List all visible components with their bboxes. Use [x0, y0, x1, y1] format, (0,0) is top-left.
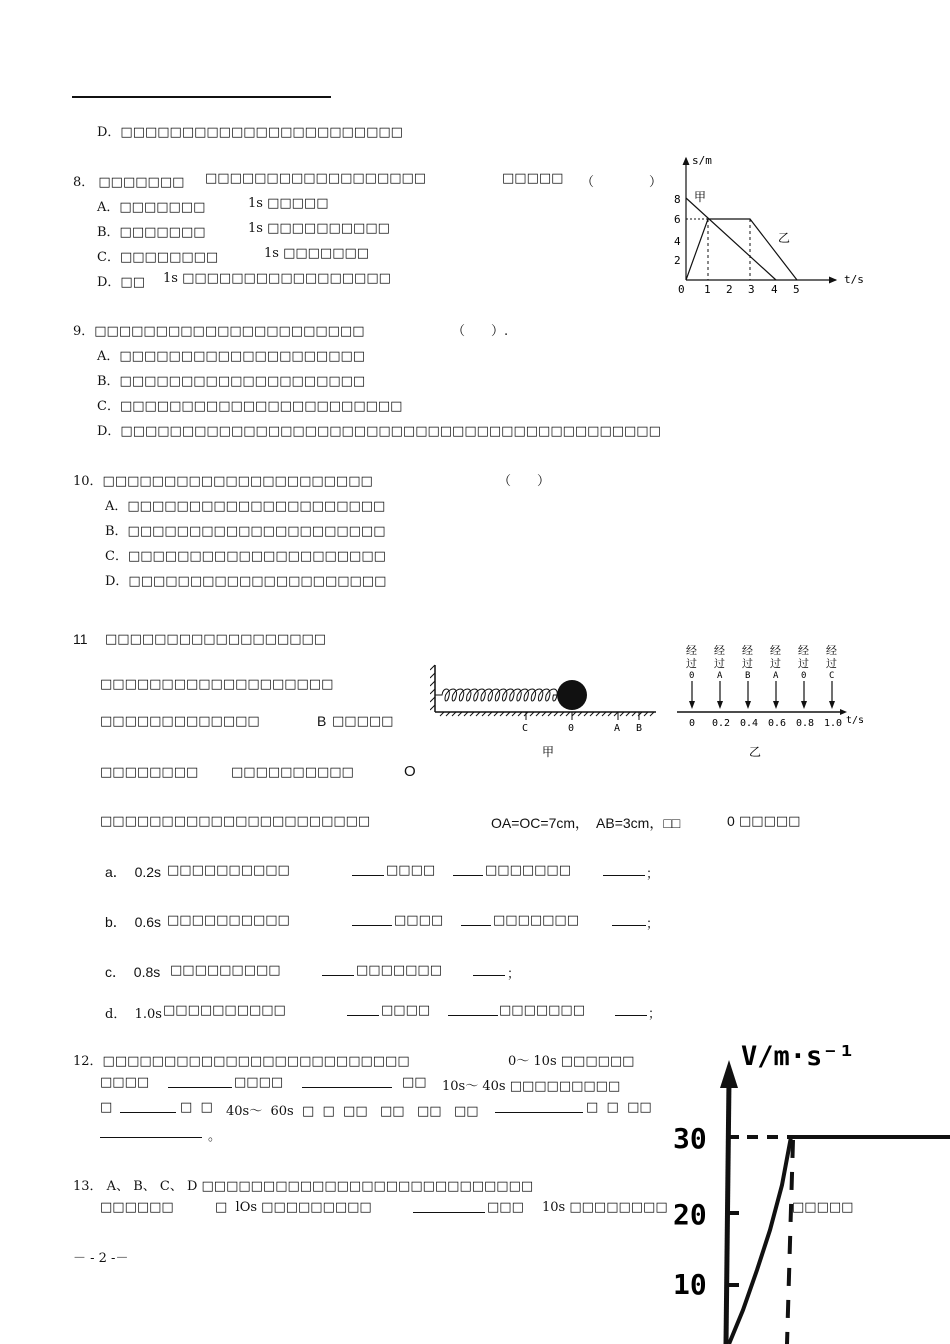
spring-label-c: C	[522, 723, 529, 734]
q10-bracket: （ ）	[498, 474, 551, 489]
q8-stem-mid: □□□□□□□□□□□□□□□□□□	[205, 171, 427, 186]
timeline-marker-arrow-head	[689, 701, 695, 709]
q13-line-2-mid-2: □□□	[487, 1200, 524, 1215]
timeline-marker-guo: 过	[770, 657, 781, 670]
q12-line-2-mid: □□□□	[234, 1075, 284, 1090]
q13-line-2: □□□□□□	[100, 1200, 174, 1215]
q11-a-end: ；	[646, 867, 660, 882]
q11-d-blank-3[interactable]	[615, 1003, 647, 1016]
q13-line-2-mid: □ lOs □□□□□□□□□	[215, 1200, 372, 1215]
q12-stem: 12．□□□□□□□□□□□□□□□□□□□□□□□□□	[73, 1054, 410, 1069]
timeline-marker-point: A	[773, 671, 779, 681]
q9-option-b: B．□□□□□□□□□□□□□□□□□□□□	[97, 374, 366, 389]
q12-line-2-mid-2: □□	[402, 1075, 427, 1090]
header-rule	[72, 96, 331, 98]
timeline-tick-label: 0.2	[712, 718, 731, 729]
q11-timeline-figure	[672, 640, 872, 762]
timeline-marker-arrow-head	[829, 701, 835, 709]
q10-option-d: D．□□□□□□□□□□□□□□□□□□□□□	[105, 574, 387, 589]
q11-point-b: B	[317, 713, 327, 729]
page-number: － - 2 -－	[73, 1251, 129, 1266]
q9-option-d: D．□□□□□□□□□□□□□□□□□□□□□□□□□□□□□□□□□□□□□□□□□□□□	[97, 424, 661, 439]
timeline-marker-point: C	[829, 671, 835, 681]
q8-stem-end: □□□□□	[502, 171, 564, 186]
graph8-line-jia	[686, 198, 776, 280]
graph8-line-yi	[686, 219, 797, 280]
spring-label-b: B	[636, 723, 643, 734]
graph8-ytick-4: 4	[674, 235, 681, 248]
q11-b-blank-3[interactable]	[612, 913, 646, 926]
q11-d-label: d． 1.0s	[105, 1007, 162, 1022]
q11-b-blank-2[interactable]	[461, 913, 491, 926]
q9-bracket: （ ）.	[452, 324, 509, 339]
graph8-xtick-5: 5	[793, 283, 800, 296]
q11-b-label: b． 0.6s	[105, 914, 162, 930]
q11-d-end: ；	[648, 1007, 662, 1022]
timeline-tick-label: 0.4	[740, 718, 759, 729]
timeline-marker-jing: 经	[686, 644, 697, 657]
graph8-ytick-2: 2	[674, 254, 681, 267]
q12-line-3: □	[100, 1100, 113, 1115]
timeline-tick-label: 0.6	[768, 718, 787, 729]
q11-zero: 0	[727, 813, 735, 829]
graph8-label-jia: 甲	[694, 190, 707, 204]
q10-stem: 10．□□□□□□□□□□□□□□□□□□□□□□	[73, 474, 373, 489]
spring	[435, 689, 557, 701]
ball	[557, 680, 587, 710]
graph12-ylabel: V/m·s⁻¹	[741, 1041, 855, 1072]
q9-stem: 9．□□□□□□□□□□□□□□□□□□□□□□	[73, 324, 365, 339]
q12-blank-1[interactable]	[168, 1075, 232, 1088]
q8-option-a: A．□□□□□□□	[97, 200, 206, 215]
q12-blank-5[interactable]	[100, 1125, 202, 1138]
q11-a-blank-2[interactable]	[453, 863, 483, 876]
timeline-marker-jing: 经	[714, 644, 725, 657]
q12-blank-3[interactable]	[120, 1100, 176, 1113]
q11-line-4: □□□□□□□□	[100, 765, 199, 780]
spring-caption: 甲	[542, 745, 555, 759]
timeline-tick-label: 0	[689, 718, 696, 729]
timeline-unit: t/s	[846, 715, 865, 726]
q11-b-end: ；	[646, 917, 660, 932]
q8-st-graph	[668, 150, 868, 298]
q11-a-mid: □□□□	[386, 863, 436, 878]
q11-line-4-mid: □□□□□□□□□□	[231, 765, 354, 780]
timeline-tick-label: 1.0	[824, 718, 843, 729]
q11-line-2: □□□□□□□□□□□□□□□□□□□	[100, 677, 334, 692]
q11-d-blank-2[interactable]	[448, 1003, 498, 1016]
q11-a-blank-3[interactable]	[603, 863, 645, 876]
spring-label-a: A	[614, 723, 621, 734]
q10-option-c: C．□□□□□□□□□□□□□□□□□□□□□	[105, 549, 386, 564]
q10-option-a: A．□□□□□□□□□□□□□□□□□□□□□	[105, 499, 386, 514]
timeline-marker-jing: 经	[770, 644, 781, 657]
timeline-marker-arrow-head	[773, 701, 779, 709]
q8-option-c-tail: 1s □□□□□□□	[264, 246, 370, 261]
q8-option-a-tail: 1s □□□□□	[248, 196, 329, 211]
q11-c-end: ；	[507, 967, 521, 982]
q11-line-3-tail: □□□□□	[332, 714, 394, 729]
q11-c-blank-2[interactable]	[473, 963, 505, 976]
q11-line-3: □□□□□□□□□□□□□	[100, 714, 260, 729]
q11-c-blank-1[interactable]	[322, 963, 354, 976]
q13-line-2-tail: □□□□□	[792, 1200, 854, 1215]
timeline-marker-jing: 经	[798, 644, 809, 657]
q12-line-2: □□□□	[100, 1075, 150, 1090]
q11-number: 11	[73, 631, 88, 647]
q13-blank-1[interactable]	[413, 1200, 485, 1213]
q11-d-mid: □□□□	[381, 1003, 431, 1018]
graph12-dash-t10	[787, 1140, 793, 1344]
timeline-marker-guo: 过	[686, 657, 697, 670]
q11-b-text: □□□□□□□□□□	[167, 913, 290, 928]
q13-line-2-mid-3: 10s □□□□□□□□	[542, 1200, 668, 1215]
q11-a-blank-1[interactable]	[352, 863, 384, 876]
q8-option-d: D．□□	[97, 275, 145, 290]
q11-b-mid-2: □□□□□□□	[493, 913, 579, 928]
q12-line-4-end: 。	[208, 1129, 222, 1144]
timeline-marker-arrow-head	[717, 701, 723, 709]
timeline-marker-arrow-head	[801, 701, 807, 709]
graph8-xlabel: t/s	[844, 273, 864, 286]
q8-option-d-tail: 1s □□□□□□□□□□□□□□□□□	[163, 271, 391, 286]
graph8-ytick-6: 6	[674, 213, 681, 226]
graph12-line-accel	[729, 1137, 791, 1344]
q12-vt-graph	[665, 1030, 950, 1344]
q11-d-text: □□□□□□□□□□	[163, 1003, 286, 1018]
q7-option-d: D．□□□□□□□□□□□□□□□□□□□□□□□	[97, 125, 403, 140]
q12-blank-2[interactable]	[302, 1075, 392, 1088]
q12-interval-3: 40s～ 60s □ □ □□ □□ □□ □□	[226, 1104, 479, 1119]
q8-option-b: B．□□□□□□□	[97, 225, 206, 240]
q12-interval-1: 0～ 10s □□□□□□	[508, 1054, 635, 1069]
q11-a-label: a． 0.2s	[105, 864, 162, 880]
timeline-marker-point: 0	[801, 671, 807, 681]
timeline-marker-jing: 经	[742, 644, 753, 657]
timeline-marker-jing: 经	[826, 644, 837, 657]
graph8-xtick-4: 4	[771, 283, 778, 296]
q10-option-b: B．□□□□□□□□□□□□□□□□□□□□□	[105, 524, 386, 539]
q12-line-3-tail: □ □ □□	[586, 1100, 652, 1115]
q8-stem-start: 8． □□□□□□□	[73, 175, 185, 190]
timeline-marker-point: B	[745, 671, 751, 681]
graph8-xtick-1: 1	[704, 283, 711, 296]
q8-option-b-tail: 1s □□□□□□□□□□	[248, 221, 390, 236]
timeline-marker-guo: 过	[742, 657, 753, 670]
q8-bracket-close: ）	[649, 175, 663, 190]
q8-option-c: C．□□□□□□□□	[97, 250, 219, 265]
q11-a-mid-2: □□□□□□□	[485, 863, 571, 878]
q13-stem: 13． A、 B、 C、 D □□□□□□□□□□□□□□□□□□□□□□□□□□□	[73, 1179, 534, 1194]
q11-c-mid: □□□□□□□	[356, 963, 442, 978]
q11-b-mid: □□□□	[394, 913, 444, 928]
graph8-ytick-8: 8	[674, 193, 681, 206]
graph12-ytick-20: 20	[673, 1198, 707, 1231]
q12-line-3-mid: □ □	[180, 1100, 213, 1115]
q11-c-label: c． 0.8s	[105, 964, 161, 980]
q11-line-5-tail: □□□□□	[739, 814, 801, 829]
q9-option-a: A．□□□□□□□□□□□□□□□□□□□□	[97, 349, 366, 364]
graph8-xtick-0: 0	[678, 283, 685, 296]
q11-distances: OA=OC=7cm， AB=3cm，□□	[491, 815, 681, 831]
q11-c-text: □□□□□□□□□	[170, 963, 281, 978]
q9-option-c: C．□□□□□□□□□□□□□□□□□□□□□□□	[97, 399, 403, 414]
timeline-caption: 乙	[749, 745, 762, 759]
q12-blank-4[interactable]	[495, 1100, 583, 1113]
timeline-marker-guo: 过	[714, 657, 725, 670]
timeline-marker-point: 0	[689, 671, 695, 681]
graph8-xtick-2: 2	[726, 283, 733, 296]
q11-line-5: □□□□□□□□□□□□□□□□□□□□□□	[100, 814, 371, 829]
timeline-marker-arrow-head	[745, 701, 751, 709]
q11-line-1: □□□□□□□□□□□□□□□□□□	[105, 632, 327, 647]
timeline-marker-guo: 过	[826, 657, 837, 670]
timeline-marker-guo: 过	[798, 657, 809, 670]
graph8-label-yi: 乙	[778, 231, 791, 245]
graph8-xtick-3: 3	[748, 283, 755, 296]
spring-label-o: 0	[568, 723, 575, 734]
timeline-tick-label: 0.8	[796, 718, 815, 729]
q8-bracket-open: （	[581, 175, 595, 190]
q11-spring-figure	[430, 660, 662, 760]
graph12-ytick-30: 30	[673, 1122, 707, 1155]
q11-d-mid-2: □□□□□□□	[499, 1003, 585, 1018]
q12-interval-2: 10s～ 40s □□□□□□□□□	[442, 1079, 621, 1094]
q11-b-blank-1[interactable]	[352, 913, 392, 926]
graph12-ytick-10: 10	[673, 1268, 707, 1301]
graph8-ylabel: s/m	[692, 154, 712, 167]
q11-point-o: O	[404, 763, 416, 780]
timeline-marker-point: A	[717, 671, 723, 681]
q11-d-blank-1[interactable]	[347, 1003, 379, 1016]
q11-a-text: □□□□□□□□□□	[167, 863, 290, 878]
